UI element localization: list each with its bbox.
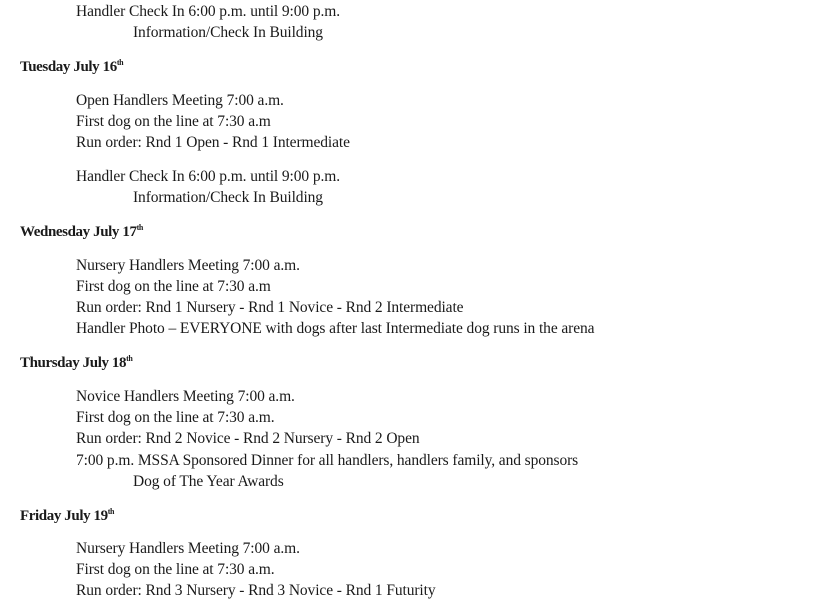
day-heading-text: Thursday July 18 — [20, 355, 127, 371]
day-heading-text: Wednesday July 17 — [20, 224, 137, 240]
schedule-line: First dog on the line at 7:30 a.m. — [76, 561, 275, 578]
schedule-line: First dog on the line at 7:30 a.m — [76, 278, 271, 295]
day-heading-suffix: th — [136, 223, 143, 232]
schedule-line: Nursery Handlers Meeting 7:00 a.m. — [76, 257, 300, 274]
day-heading-text: Friday July 19 — [20, 508, 108, 524]
day-heading-suffix: th — [126, 354, 133, 363]
run-order-line: Run order: Rnd 3 Nursery - Rnd 3 Novice - Rnd 1 Futurity — [76, 582, 436, 599]
run-order-line: Run order: Rnd 1 Nursery - Rnd 1 Novice - Rnd 2 Intermediate — [76, 299, 464, 316]
schedule-line: Handler Photo – EVERYONE with dogs after last Intermediate dog runs in the arena — [76, 320, 595, 337]
schedule-line: Handler Check In 6:00 p.m. until 9:00 p.m. — [76, 168, 341, 185]
schedule-line: Handler Check In 6:00 p.m. until 9:00 p.m. — [76, 3, 341, 20]
schedule-line: Information/Check In Building — [133, 189, 323, 206]
schedule-line: Information/Check In Building — [133, 24, 323, 41]
day-heading-suffix: th — [116, 58, 124, 67]
day-heading-friday — [20, 506, 114, 526]
schedule-line: Dog of The Year Awards — [133, 473, 284, 490]
day-heading-tuesday — [20, 57, 123, 77]
schedule-line: 7:00 p.m. MSSA Sponsored Dinner for all handlers, handlers family, and sponsors — [76, 452, 579, 469]
day-heading-text: Tuesday July 16 — [20, 59, 117, 75]
run-order-line: Run order: Rnd 2 Novice - Rnd 2 Nursery - Rnd 2 Open — [76, 430, 420, 447]
schedule-line: Open Handlers Meeting 7:00 a.m. — [76, 92, 284, 109]
schedule-line: First dog on the line at 7:30 a.m — [76, 113, 271, 130]
day-heading-thursday — [20, 353, 132, 373]
day-heading-wednesday — [20, 222, 143, 242]
schedule-line: Novice Handlers Meeting 7:00 a.m. — [76, 388, 295, 405]
schedule-line: First dog on the line at 7:30 a.m. — [76, 409, 275, 426]
day-heading-suffix: th — [107, 507, 115, 516]
run-order-line: Run order: Rnd 1 Open - Rnd 1 Intermediate — [76, 134, 350, 151]
schedule-line: Nursery Handlers Meeting 7:00 a.m. — [76, 540, 300, 557]
